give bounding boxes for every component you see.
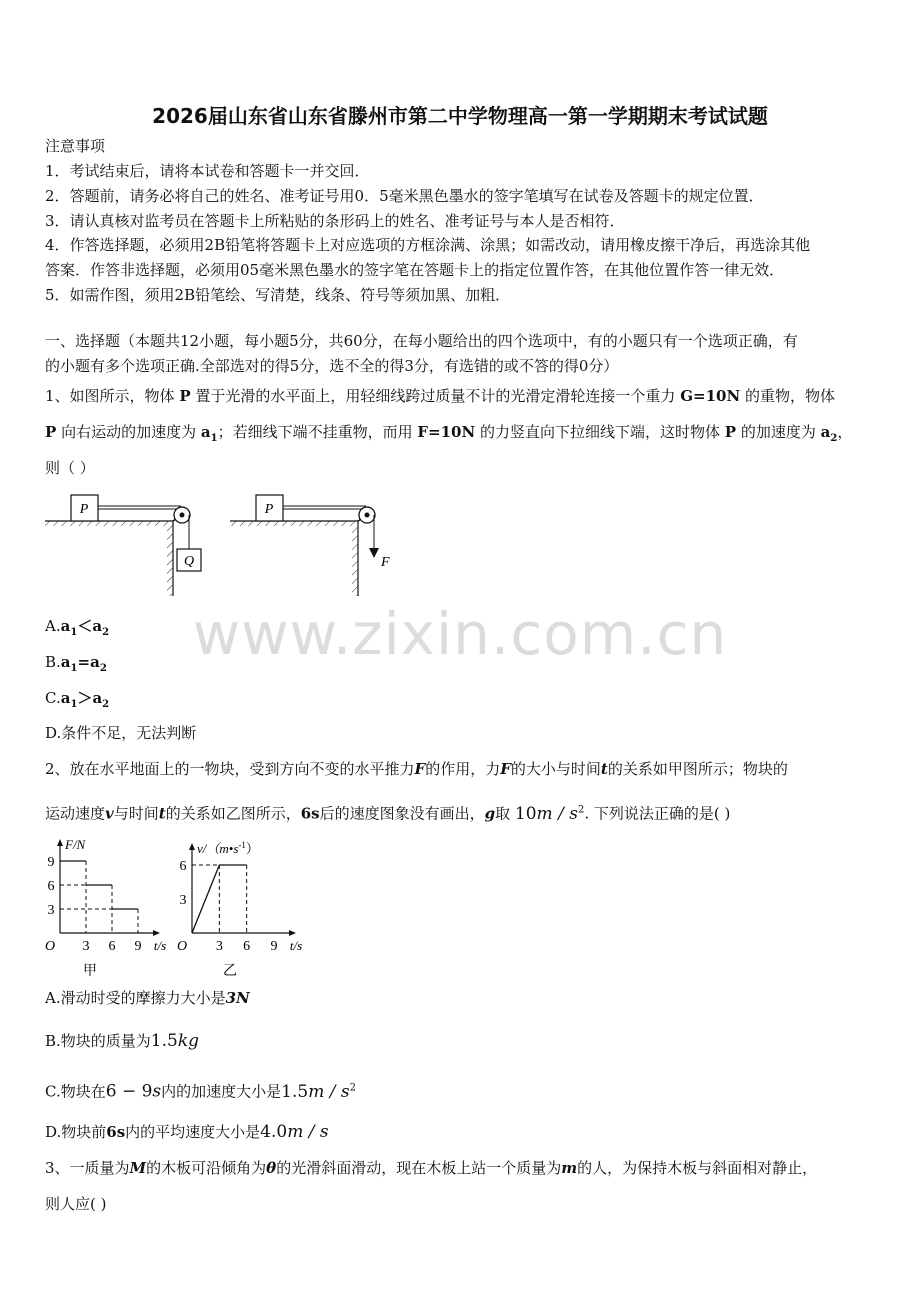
- q2-option-b[interactable]: B.物块的质量为1.5kg: [45, 1031, 200, 1051]
- chart-force-time: [40, 835, 180, 980]
- q2-option-a[interactable]: A.滑动时受的摩擦力大小是3N: [45, 989, 250, 1007]
- pulley-diagram-weight: [45, 495, 201, 596]
- notes-heading: 注意事项: [45, 137, 106, 155]
- y-tick-label: 9: [47, 855, 55, 870]
- q1-option-a[interactable]: $A.a_1<a_2$: [45, 617, 110, 638]
- q1-option-c[interactable]: $C.a_1>a_2$: [45, 689, 110, 710]
- watermark: www.zixin.com.cn: [192, 600, 728, 668]
- note-item: 2．答题前，请务必将自己的姓名、准考证号用0．5毫米黑色墨水的签字笔填写在试卷及答题卡的规定位置．: [45, 187, 764, 205]
- y-tick-label: 6: [47, 879, 55, 894]
- x-tick-label: O: [44, 939, 56, 954]
- y-axis-arrow: [189, 843, 195, 850]
- x-tick-label: O: [176, 939, 188, 954]
- x-axis-arrow: [289, 930, 296, 936]
- q2-option-d[interactable]: D.物块前6s内的平均速度大小是4.0m / s: [45, 1122, 329, 1142]
- q1-figure: [40, 488, 420, 603]
- y-tick-label: 3: [179, 893, 187, 908]
- q1-option-b[interactable]: $B.a_1=a_2$: [45, 653, 107, 674]
- q1-line1: 1、如图所示，物体 P 置于光滑的水平面上，用轻细线跨过质量不计的光滑定滑轮连接一个重力 G=10N 的重物，物体: [45, 387, 835, 405]
- y-axis-arrow: [57, 839, 63, 846]
- y-axis-label: $v/(m•s^{-1})$: [197, 840, 259, 856]
- x-axis-label: t/s: [153, 938, 167, 953]
- q2-option-c[interactable]: C.物块在6 − 9s内的加速度大小是$1.5m / s^2$: [45, 1081, 356, 1102]
- note-item: 答案．作答非选择题，必须用05毫米黑色墨水的签字笔在答题卡上的指定位置作答，在其他位置作答一律无效．: [45, 261, 785, 279]
- x-tick-label: 6: [108, 939, 116, 954]
- section-heading-line2: 的小题有多个选项正确.全部选对的得5分，选不全的得3分，有选错的或不答的得0分）: [45, 357, 619, 375]
- q1-line3: 则（ ）: [45, 459, 95, 477]
- chart-caption: 乙: [223, 964, 237, 979]
- note-item: 1．考试结束后，请将本试卷和答题卡一并交回．: [45, 162, 370, 180]
- chart-caption: 甲: [83, 964, 97, 979]
- x-tick-label: 9: [134, 939, 142, 954]
- x-tick-label: 3: [215, 939, 223, 954]
- q2-line1: 2、放在水平地面上的一物块，受到方向不变的水平推力F的作用，力F的大小与时间t的关系如甲图所示；物块的: [45, 760, 788, 778]
- q2-line2: 运动速度v与时间t的关系如乙图所示，6s后的速度图象没有画出，g取 $10m / s^2$. 下列说法正确的是( ): [45, 803, 731, 824]
- q1-option-d[interactable]: D.条件不足，无法判断: [45, 724, 197, 742]
- q1-line2: P 向右运动的加速度为 $a_1$；若细线下端不挂重物，而用 F=10N 的力竖直向下拉细线下端，这时物体 P 的加速度为 $a_2$，: [45, 423, 853, 444]
- y-tick-label: 6: [179, 859, 187, 874]
- q3-line1: 3、一质量为M的木板可沿倾角为θ的光滑斜面滑动，现在木板上站一个质量为m的人，为保持木板与斜面相对静止，: [45, 1159, 818, 1177]
- svg-text:Q: Q: [183, 554, 195, 569]
- note-item: 3．请认真核对监考员在答题卡上所粘贴的条形码上的姓名、准考证号与本人是否相符．: [45, 212, 625, 230]
- note-item: 4．作答选择题，必须用2B铅笔将答题卡上对应选项的方框涂满、涂黑；如需改动，请用橡皮擦干净后，再选涂其他: [45, 236, 811, 254]
- x-tick-label: 9: [270, 939, 278, 954]
- x-tick-label: 3: [82, 939, 90, 954]
- x-axis-label: t/s: [289, 938, 303, 953]
- note-item: 5．如需作图，须用2B铅笔绘、写清楚，线条、符号等须加黑、加粗．: [45, 286, 511, 304]
- pulley-diagram-force: [230, 495, 390, 596]
- x-axis-arrow: [153, 930, 160, 936]
- svg-text:P: P: [264, 502, 274, 517]
- y-axis-label: F/N: [65, 837, 86, 852]
- y-tick-label: 3: [47, 903, 55, 918]
- svg-text:P: P: [79, 502, 89, 517]
- x-tick-label: 6: [243, 939, 251, 954]
- section-heading-line1: 一、选择题（本题共12小题，每小题5分，共60分，在每小题给出的四个选项中，有的小题只有一个选项正确，有: [45, 332, 798, 350]
- svg-text:F: F: [381, 555, 390, 570]
- page-title: 2026届山东省山东省滕州市第二中学物理高一第一学期期末考试试题: [152, 104, 768, 128]
- q3-line2: 则人应( ): [45, 1195, 107, 1213]
- chart-velocity-time: [172, 835, 322, 980]
